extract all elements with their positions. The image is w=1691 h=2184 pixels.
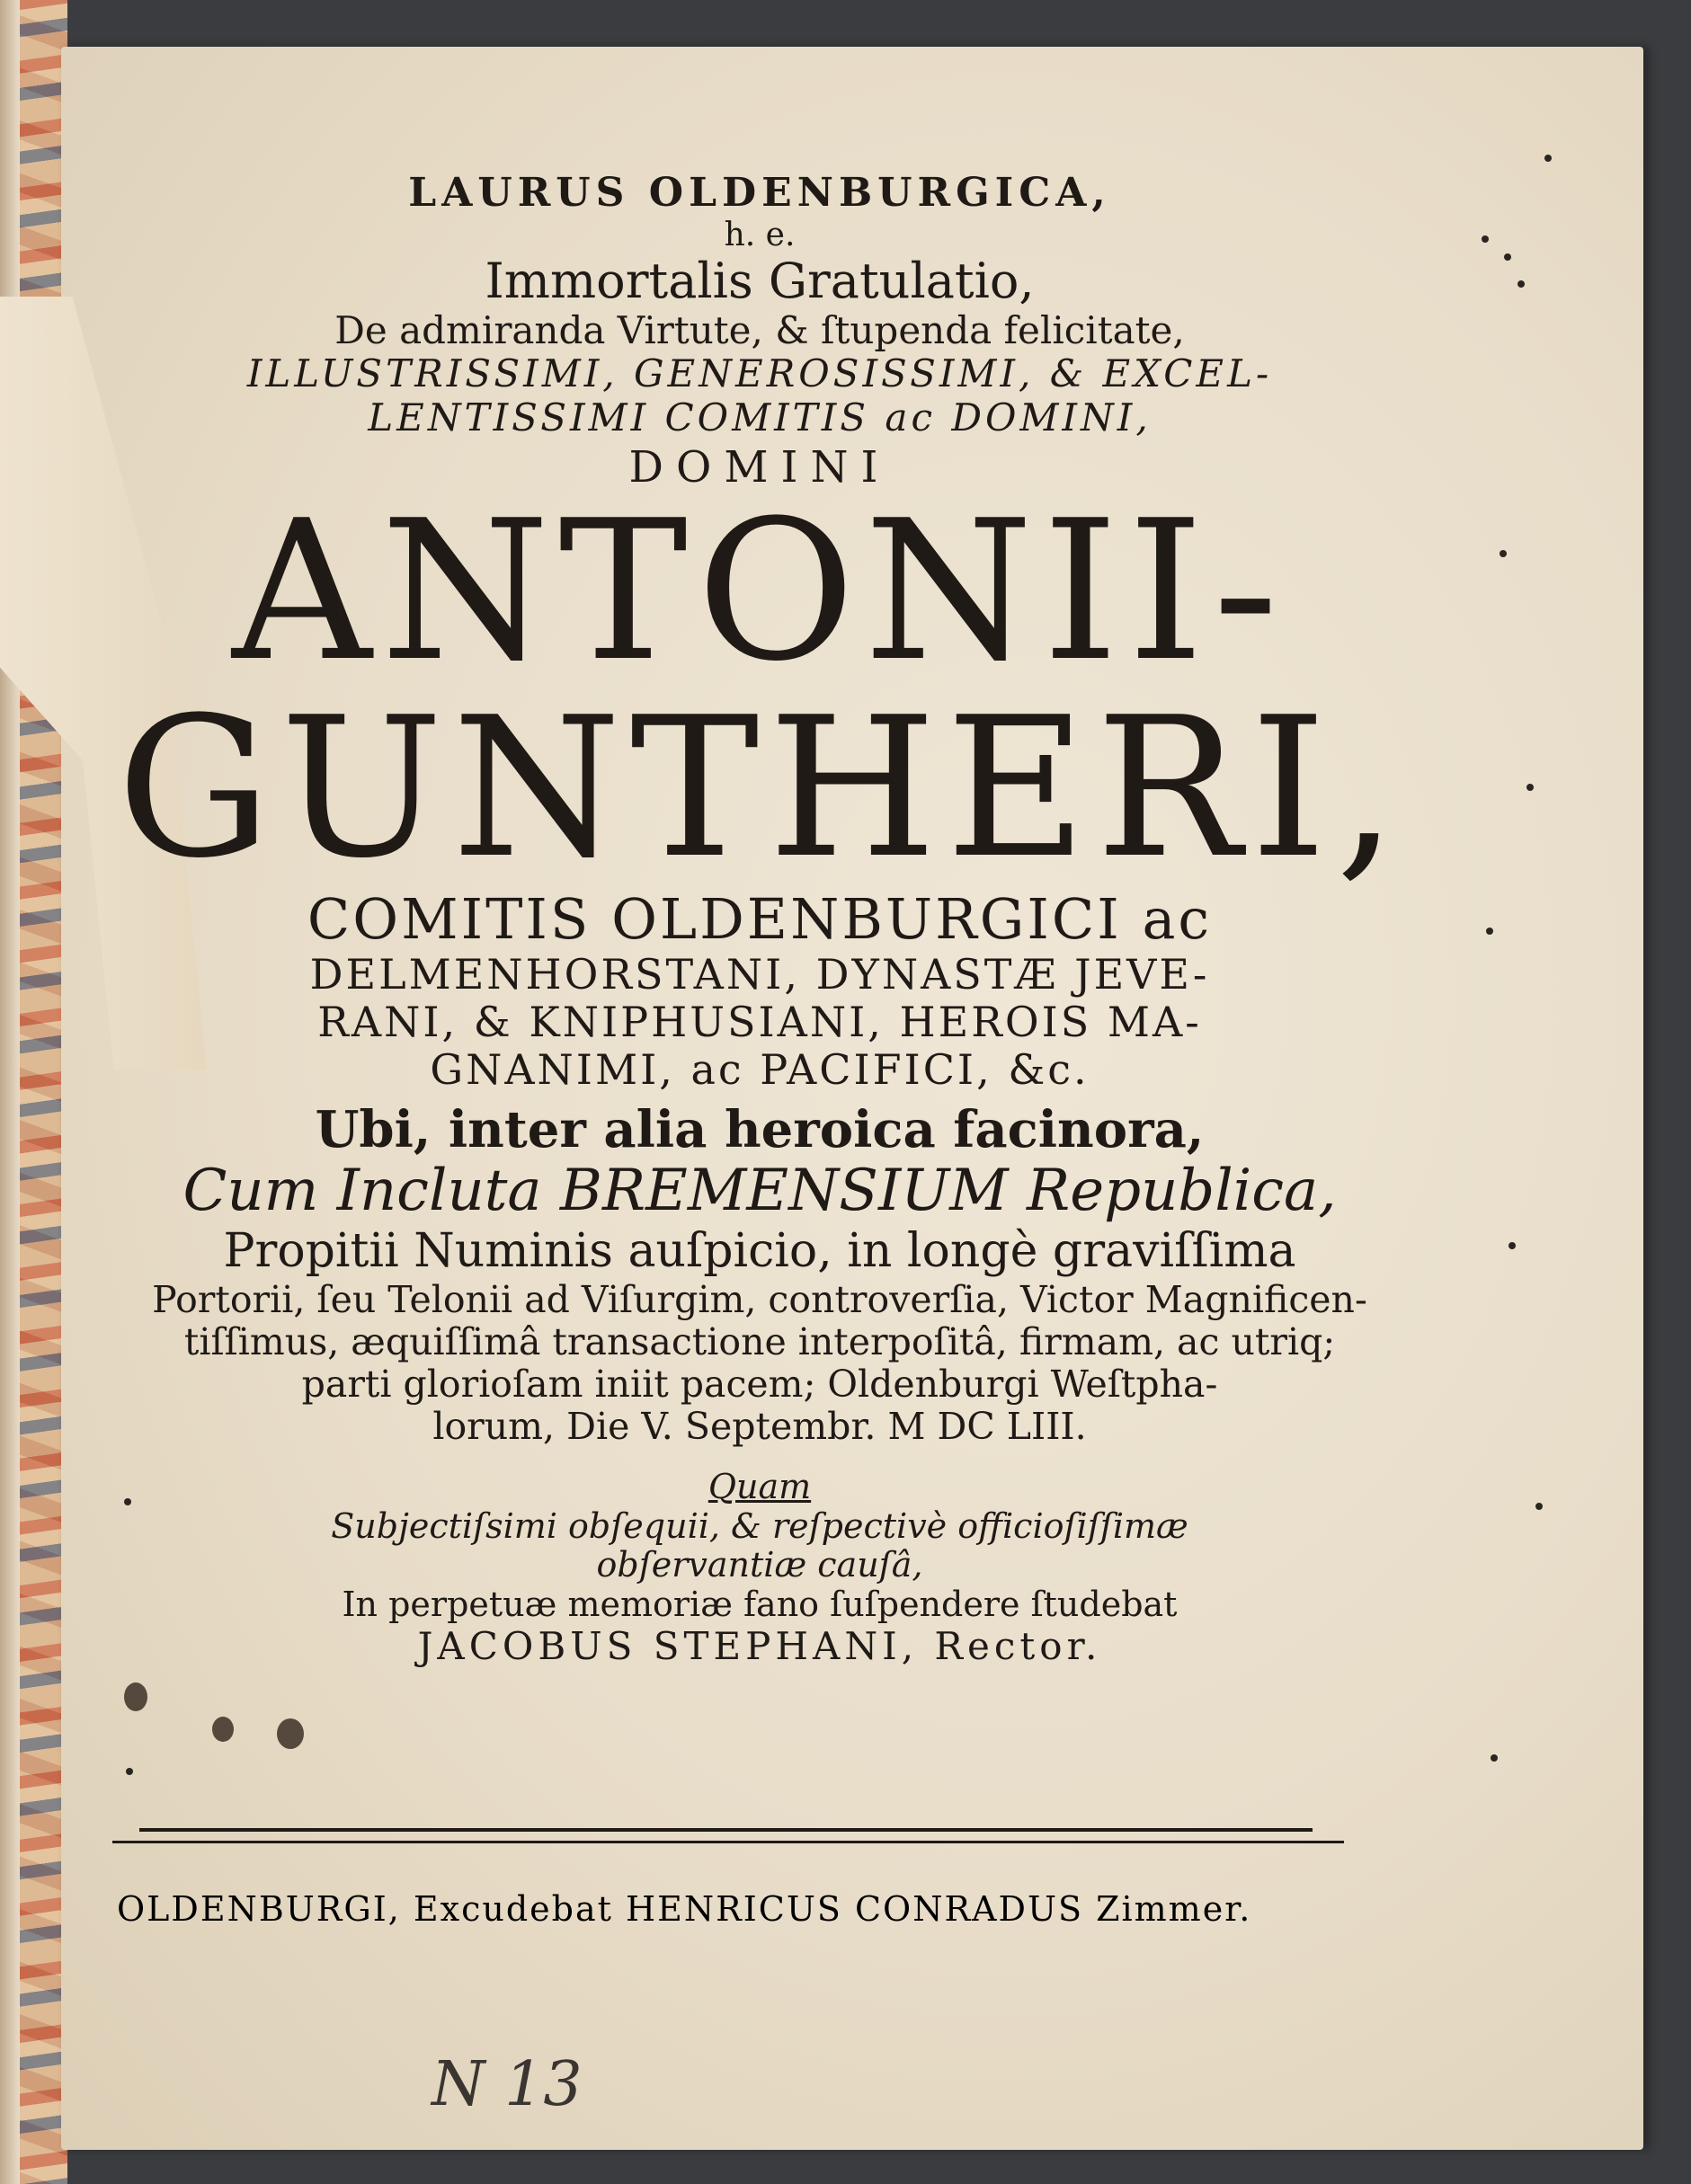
ink-speck [1544, 155, 1552, 162]
ink-speck [126, 1768, 133, 1775]
ink-speck [1482, 235, 1489, 243]
ink-speck [1486, 928, 1493, 935]
body-line-ubi: Ubi, inter alia heroica facinora, [315, 1099, 1205, 1159]
body-line-transactione: tiſſimus, æquiſſimâ transactione interpoſitâ, firmam, ac utriq; [183, 1319, 1336, 1363]
obsequii-line: Subjectiſsimi obſequii, & reſpectivè officioſiſſimæ [331, 1505, 1188, 1546]
name-line-1: ANTONII- [232, 478, 1287, 705]
divider-rule [112, 1841, 1344, 1843]
ink-speck [1535, 1503, 1543, 1510]
body-line-pacem: parti glorioſam iniit pacem; Oldenburgi Weſtpha- [301, 1362, 1218, 1406]
abbrev-line: h. e. [724, 216, 796, 253]
honorific-line-1: ILLUSTRISSIMI, GENEROSISSIMI, & EXCEL- [246, 351, 1273, 396]
title-line-comitis: COMITIS OLDENBURGICI ac [307, 885, 1213, 952]
main-title: LAURUS OLDENBURGICA, [408, 170, 1111, 216]
title-line-pacifici: GNANIMI, ac PACIFICI, &c. [430, 1044, 1090, 1094]
name-line-2: GUNTHERI, [117, 675, 1407, 901]
title-text-block [117, 170, 1407, 1668]
title-line-delmenhorst: DELMENHORSTANI, DYNASTÆ JEVE- [309, 950, 1210, 999]
author-line: JACOBUS STEPHANI, Rector. [417, 1623, 1102, 1668]
ink-blot [277, 1718, 304, 1749]
domini-line: DOMINI [628, 441, 891, 493]
body-line-portorii: Portorii, ſeu Telonii ad Viſurgim, controverſia, Victor Magnificen- [152, 1277, 1367, 1321]
observantiae-line: obſervantiæ cauſâ, [596, 1545, 923, 1585]
ink-blot [124, 1682, 147, 1711]
quam-line: Quam [708, 1467, 812, 1507]
subtitle: Immortalis Gratulatio, [485, 252, 1035, 309]
ink-speck [1491, 1754, 1498, 1762]
ink-speck [1504, 253, 1511, 261]
memoriae-line: In perpetuæ memoriæ fano ſuſpendere ſtudebat [342, 1585, 1178, 1625]
ink-speck [1500, 550, 1507, 557]
dedication-line: De admiranda Virtute, & ſtupenda felicitate, [334, 308, 1185, 353]
title-line-kniphusiani: RANI, & KNIPHUSIANI, HEROIS MA- [317, 997, 1202, 1046]
printer-imprint: OLDENBURGI, Excudebat HENRICUS CONRADUS Zimmer. [117, 1889, 1252, 1929]
honorific-line-2: LENTISSIMI COMITIS ac DOMINI, [368, 395, 1152, 439]
body-line-bremensium: Cum Incluta BREMENSIUM Republica, [182, 1158, 1337, 1225]
ink-speck [1526, 784, 1534, 791]
handwritten-shelfmark: N 13 [432, 2049, 583, 2120]
date-line: lorum, Die V. Septembr. M DC LIII. [432, 1404, 1087, 1448]
ink-speck [1509, 1242, 1516, 1249]
body-line-propitii: Propitii Numinis auſpicio, in longè graviſſima [223, 1223, 1296, 1278]
divider-rule [139, 1828, 1313, 1832]
ink-blot [212, 1717, 234, 1742]
ink-speck [1517, 280, 1525, 288]
